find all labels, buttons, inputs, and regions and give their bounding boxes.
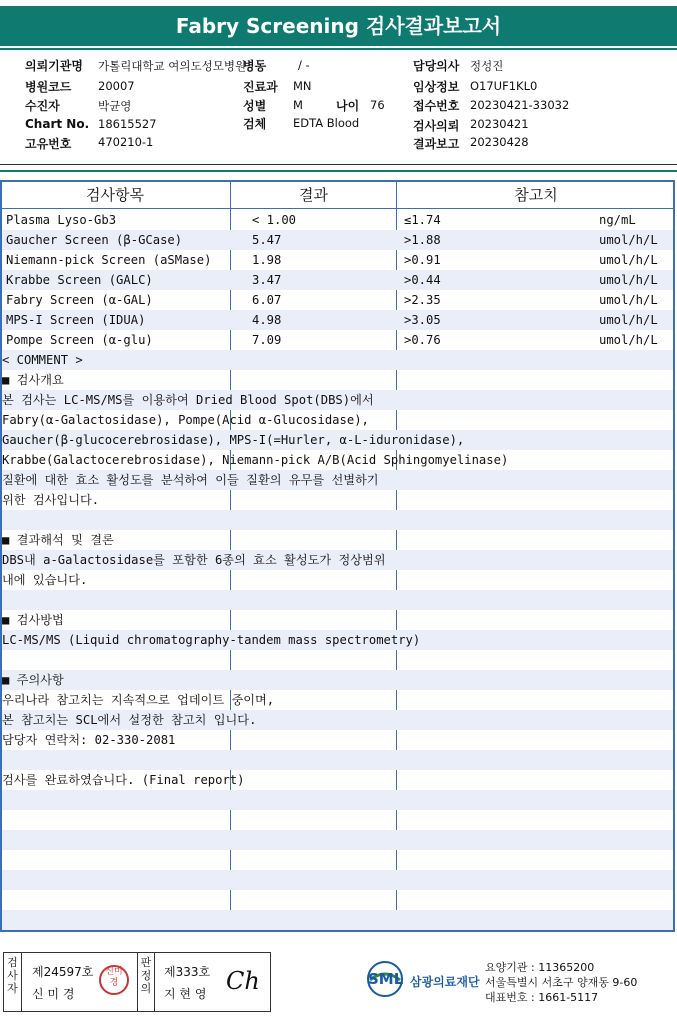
table-row <box>2 210 673 230</box>
lab-code: 요양기관 : 11365200 <box>485 961 595 974</box>
lab-phone: 대표번호 : 1661-5117 <box>485 991 599 1004</box>
dept-value: MN <box>293 79 312 93</box>
comment-line <box>2 350 673 370</box>
comment-text: LC-MS/MS (Liquid chromatography-tandem mass spectrometry) <box>2 633 421 647</box>
header-row-divider <box>0 208 675 209</box>
unique-value: 470210-1 <box>98 135 154 149</box>
specimen-label: 검체 <box>243 117 267 131</box>
signature-box <box>3 952 271 1012</box>
examiner-license: 제24597호 <box>32 965 94 979</box>
cell-result: 3.47 <box>252 273 282 287</box>
cell-ref: >3.05 <box>404 313 441 327</box>
cell-ref: >1.88 <box>404 233 441 247</box>
comment-line <box>2 790 673 810</box>
institution-label: 의뢰기관명 <box>25 59 83 73</box>
table-row <box>2 310 673 330</box>
examiner-label: 검사자 <box>4 953 22 1011</box>
cell-unit: umol/h/L <box>599 313 658 327</box>
comment-line <box>2 710 673 730</box>
results-rows <box>2 210 673 950</box>
comment-line <box>2 910 673 930</box>
doctor-value: 정성진 <box>470 59 504 73</box>
patient-value: 박균영 <box>98 99 132 113</box>
report-title: Fabry Screening 검사결과보고서 <box>0 6 677 46</box>
cell-item: Fabry Screen (α-GAL) <box>6 293 153 307</box>
cell-result: 5.47 <box>252 233 282 247</box>
sex-label: 성별 <box>243 99 267 113</box>
comment-text: DBS내 a-Galactosidase를 포함한 6종의 효소 활성도가 정상범위 <box>2 553 386 567</box>
comment-text: 우리나라 참고치는 지속적으로 업데이트 중이며, <box>2 693 275 707</box>
comment-line <box>2 510 673 530</box>
table-row <box>2 250 673 270</box>
doctor-label: 담당의사 <box>413 59 460 73</box>
comment-line <box>2 490 673 510</box>
cell-result: 6.07 <box>252 293 282 307</box>
comment-line <box>2 450 673 470</box>
receipt-value: 20230421-33032 <box>470 98 570 112</box>
comment-line <box>2 610 673 630</box>
lab-logo: SML 삼광의료재단 <box>366 960 404 1002</box>
comment-text: 본 검사는 LC-MS/MS를 이용하여 Dried Blood Spot(DBS)에서 <box>2 393 374 407</box>
report-value: 20230428 <box>470 135 529 149</box>
examiner-seal-icon: 신미경 <box>99 965 129 995</box>
cell-item: Plasma Lyso-Gb3 <box>6 213 117 227</box>
lab-address: 서울특별시 서초구 양재동 9-60 <box>485 976 638 989</box>
comment-text: Krabbe(Galactocerebrosidase), Niemann-pick A/B(Acid Sphingomyelinase) <box>2 453 509 467</box>
column-header-reference: 참고치 <box>514 186 558 204</box>
comment-line <box>2 470 673 490</box>
chart-value: 18615527 <box>98 117 157 131</box>
column-header-item: 검사항목 <box>86 186 144 204</box>
comment-text: 검사를 완료하였습니다. (Final report) <box>2 773 245 787</box>
comment-text: ■ 결과해석 및 결론 <box>2 533 114 547</box>
comment-line <box>2 630 673 650</box>
cell-ref: ≤1.74 <box>404 213 441 227</box>
comment-line <box>2 550 673 570</box>
comment-line <box>2 770 673 790</box>
comment-line <box>2 650 673 670</box>
comment-text: 본 참고치는 SCL에서 설정한 참고치 입니다. <box>2 713 257 727</box>
header-divider-teal <box>0 170 677 172</box>
unique-label: 고유번호 <box>25 137 72 151</box>
comment-text: 위한 검사입니다. <box>2 493 100 507</box>
clinical-value: O17UF1KL0 <box>470 79 538 93</box>
confirmer-name: 지 현 영 <box>164 987 207 1001</box>
column-header-result: 결과 <box>299 186 328 204</box>
specimen-value: EDTA Blood <box>293 116 360 130</box>
cell-result: 7.09 <box>252 333 282 347</box>
comment-line <box>2 530 673 550</box>
age-value: 76 <box>370 98 385 112</box>
cell-result: 4.98 <box>252 313 282 327</box>
cell-ref: >0.76 <box>404 333 441 347</box>
request-label: 검사의뢰 <box>413 119 460 133</box>
comment-text: < COMMENT > <box>2 353 83 367</box>
lab-info <box>485 960 637 1005</box>
hospcode-label: 병원코드 <box>25 80 72 94</box>
examiner-name: 신 미 경 <box>32 987 75 1001</box>
cell-unit: umol/h/L <box>599 273 658 287</box>
table-row <box>2 290 673 310</box>
table-row <box>2 230 673 250</box>
table-row <box>2 330 673 350</box>
confirmer-license: 제333호 <box>164 965 211 979</box>
clinical-label: 임상정보 <box>413 80 460 94</box>
ward-value: / - <box>298 58 310 72</box>
cell-ref: >0.91 <box>404 253 441 267</box>
comment-text: ■ 주의사항 <box>2 673 64 687</box>
cell-ref: >2.35 <box>404 293 441 307</box>
comment-line <box>2 850 673 870</box>
signature-icon: Ch <box>226 967 260 995</box>
cell-unit: umol/h/L <box>599 253 658 267</box>
report-label: 결과보고 <box>413 137 460 151</box>
comment-line <box>2 870 673 890</box>
cell-unit: umol/h/L <box>599 333 658 347</box>
comment-line <box>2 390 673 410</box>
comment-line <box>2 410 673 430</box>
cell-item: MPS-I Screen (IDUA) <box>6 313 146 327</box>
dept-label: 진료과 <box>243 80 278 94</box>
age-label: 나이 <box>336 99 360 113</box>
receipt-label: 접수번호 <box>413 99 460 113</box>
patient-label: 수진자 <box>25 99 60 113</box>
cell-item: Niemann-pick Screen (aSMase) <box>6 253 212 267</box>
cell-item: Gaucher Screen (β-GCase) <box>6 233 183 247</box>
comment-text: 담당자 연락처: 02-330-2081 <box>2 733 176 747</box>
comment-text: Gaucher(β-glucocerebrosidase), MPS-I(=Hurler, α-L-iduronidase), <box>2 433 465 447</box>
lab-name: 삼광의료재단 <box>410 975 480 989</box>
comment-line <box>2 690 673 710</box>
comment-text: ■ 검사방법 <box>2 613 64 627</box>
cell-unit: umol/h/L <box>599 293 658 307</box>
comment-text: Fabry(α-Galactosidase), Pompe(Acid α-Glucosidase), <box>2 413 369 427</box>
comment-text: 내에 있습니다. <box>2 573 88 587</box>
cell-item: Pompe Screen (α-glu) <box>6 333 153 347</box>
comment-line <box>2 810 673 830</box>
comment-line <box>2 750 673 770</box>
cell-unit: umol/h/L <box>599 233 658 247</box>
comment-text: 질환에 대한 효소 활성도를 분석하여 이들 질환의 유무를 선별하기 <box>2 473 379 487</box>
comment-text: ■ 검사개요 <box>2 373 64 387</box>
table-row <box>2 270 673 290</box>
confirmer-label: 판정의 <box>137 953 155 1011</box>
ward-label: 병동 <box>243 59 267 73</box>
comment-line <box>2 570 673 590</box>
chart-label: Chart No. <box>25 117 90 131</box>
comment-line <box>2 370 673 390</box>
hospcode-value: 20007 <box>98 79 135 93</box>
sex-value: M <box>293 98 303 112</box>
cell-result: 1.98 <box>252 253 282 267</box>
header-divider <box>0 164 677 165</box>
comment-line <box>2 430 673 450</box>
request-value: 20230421 <box>470 117 529 131</box>
comment-line <box>2 930 673 950</box>
comment-line <box>2 670 673 690</box>
cell-unit: ng/mL <box>599 213 636 227</box>
institution-value: 가톨릭대학교 여의도성모병원 <box>98 59 247 73</box>
comment-line <box>2 590 673 610</box>
comment-line <box>2 830 673 850</box>
comment-line <box>2 890 673 910</box>
comment-line <box>2 730 673 750</box>
cell-item: Krabbe Screen (GALC) <box>6 273 153 287</box>
cell-ref: >0.44 <box>404 273 441 287</box>
cell-result: < 1.00 <box>252 213 297 227</box>
